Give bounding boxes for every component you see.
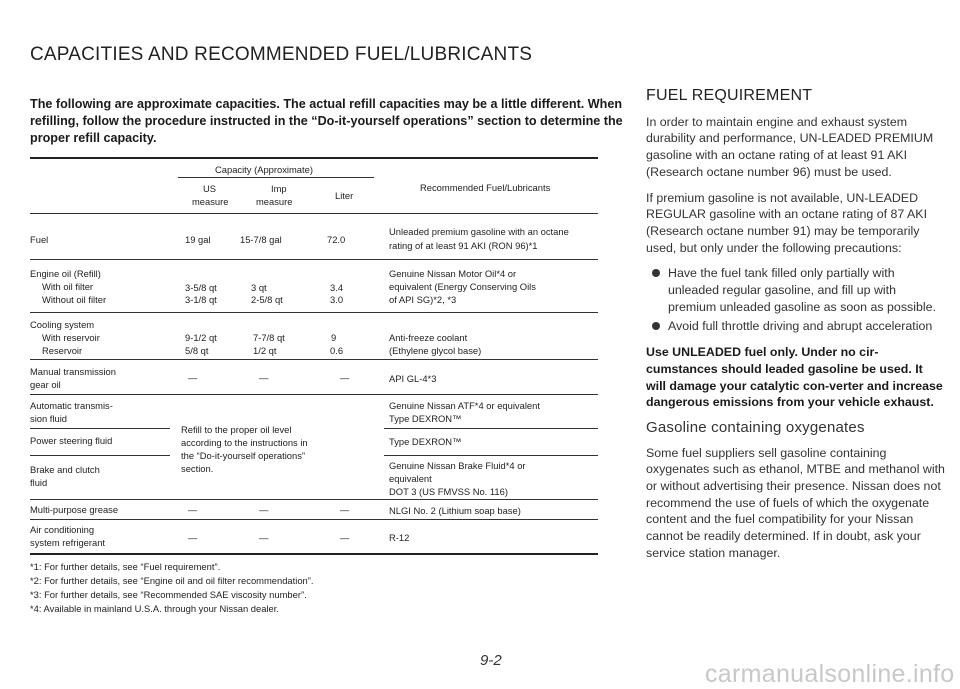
aircon-imp: — [259,532,269,543]
list-item-text: Avoid full throttle driving and abrupt acceleration [668,319,933,334]
col-imp-header: Imp [271,183,287,194]
table-bottom-rule [30,553,598,555]
row-label-fuel: Fuel [30,234,49,245]
precaution-list [646,265,946,335]
page-title: CAPACITIES AND RECOMMENDED FUEL/LUBRICANTS [30,44,533,65]
cooling-liter: 9 [331,332,337,343]
subsection-heading: Gasoline containing oxygenates [646,418,865,436]
row-label-multipurpose-grease: Multi-purpose grease [30,504,119,515]
engine-oil-imp: 3 qt [251,282,267,293]
engine-oil-us: 3-1/8 qt [185,294,217,305]
row-rule [30,359,598,360]
row-label-brake-clutch: Brake and clutch [30,464,100,475]
refill-note: according to the instructions in [181,437,308,448]
capacity-group-rule [178,177,374,178]
row-label-manual-transmission: gear oil [30,379,61,390]
row-label-without-oil-filter: Without oil filter [42,294,107,305]
col-imp-header: measure [256,196,293,207]
cooling-imp: 1/2 qt [253,345,277,356]
row-label-brake-clutch: fluid [30,477,48,488]
refill-note: section. [181,463,214,474]
header-bottom-rule [30,213,598,214]
row-rule [384,428,598,429]
fuel-imp: 15-7/8 gal [240,234,282,245]
intro-paragraph: The following are approximate capacities. The actual refill capacities may be a little different. When refilling, follow the procedure instructed in the “Do-it-yourself operations” section to determine the proper refill capacity. [30,97,623,145]
col-us-header: US [203,183,217,194]
row-label-with-reservoir: With reservoir [42,332,100,343]
row-label-automatic-transmission: Automatic transmis- [30,400,113,411]
multipurpose-imp: — [259,504,269,515]
aircon-liter: — [340,532,350,543]
table-top-rule [30,157,598,159]
paragraph: If premium gasoline is not available, UN-LEADED REGULAR gasoline with an octane rating of 87 AKI (Research octane number 91) may be temporarily used, but only under the following precautions: [646,190,928,255]
bullet-icon [652,269,660,277]
row-rule [30,519,598,520]
refill-note: Refill to the proper oil level [181,424,292,435]
row-label-power-steering: Power steering fluid [30,435,113,446]
footnote: *2: For further details, see “Engine oil and oil filter recommendation”. [30,575,314,586]
multipurpose-rec: NLGI No. 2 (Lithium soap base) [389,505,521,516]
fuel-liter: 72.0 [327,234,346,245]
row-label-manual-transmission: Manual transmission [30,366,116,377]
manual-trans-liter: — [340,372,350,383]
paragraph: In order to maintain engine and exhaust system durability and performance, UN-LEADED PREMIUM gasoline with an octane rating of at least 91 AKI (Research octane number 96) must be used. [646,114,934,179]
multipurpose-us: — [188,504,198,515]
engine-oil-rec: of API SG)*2, *3 [389,294,457,305]
row-label-air-conditioning: Air conditioning [30,524,95,535]
manual-trans-imp: — [259,372,269,383]
manual-trans-rec: API GL-4*3 [389,373,437,384]
cooling-liter: 0.6 [330,345,344,356]
row-rule [384,455,598,456]
row-rule [30,455,170,456]
section-heading: FUEL REQUIREMENT [646,87,813,104]
engine-oil-liter: 3.4 [330,282,344,293]
fuel-requirement-section [646,88,946,571]
multipurpose-liter: — [340,504,350,515]
fuel-rec: Unleaded premium gasoline with an octane [389,226,569,237]
power-steering-rec: Type DEXRON™ [389,436,462,447]
refill-note: the “Do-it-yourself operations” [181,450,306,461]
watermark: carmanualsonline.info [705,660,955,688]
cooling-rec: (Ethylene glycol base) [389,345,482,356]
row-rule [30,259,598,260]
row-label-reservoir: Reservoir [42,345,83,356]
list-item [646,265,946,315]
list-item [646,318,946,335]
row-label-cooling-system: Cooling system [30,319,95,330]
row-label-engine-oil: Engine oil (Refill) [30,268,101,279]
auto-trans-rec: Genuine Nissan ATF*4 or equivalent [389,400,540,411]
engine-oil-rec: Genuine Nissan Motor Oil*4 or [389,268,517,279]
engine-oil-us: 3-5/8 qt [185,282,217,293]
col-liter-header: Liter [335,190,354,201]
footnote: *1: For further details, see “Fuel requirement”. [30,561,221,572]
paragraph: Some fuel suppliers sell gasoline containing oxygenates such as ethanol, MTBE and methanol with or without advertising their presence. Nissan does not recommend the use of fuels of which the oxygenate content and the fuel compatibility for your Nissan cannot be readily determined. If in doubt, ask your service station manager. [646,445,945,560]
brake-clutch-rec: DOT 3 (US FMVSS No. 116) [389,486,508,497]
col-us-header: measure [192,196,229,207]
brake-clutch-rec: equivalent [389,473,432,484]
footnote: *4: Available in mainland U.S.A. through your Nissan dealer. [30,603,279,614]
cooling-us: 5/8 qt [185,345,209,356]
engine-oil-liter: 3.0 [330,294,344,305]
fuel-us: 19 gal [185,234,211,245]
page-number: 9-2 [480,652,502,669]
aircon-rec: R-12 [389,532,410,543]
warning-text: Use UNLEADED fuel only. Under no cir-cumstances should leaded gasoline be used. It will damage your catalytic con-verter and increase dangerous emissions from your vehicle exhaust. [646,345,943,410]
row-rule [30,394,598,395]
cooling-us: 9-1/2 qt [185,332,217,343]
list-item-text: Have the fuel tank filled only partially with unleaded regular gasoline, and fill up with premium unleaded gasoline as soon as possible. [668,266,936,314]
col-recommended-header: Recommended Fuel/Lubricants [420,182,551,193]
footnote: *3: For further details, see “Recommended SAE viscosity number”. [30,589,307,600]
row-label-automatic-transmission: sion fluid [30,413,68,424]
row-label-air-conditioning: system refrigerant [30,537,106,548]
aircon-us: — [188,532,198,543]
row-rule [30,428,170,429]
brake-clutch-rec: Genuine Nissan Brake Fluid*4 or [389,460,526,471]
manual-trans-us: — [188,372,198,383]
bullet-icon [652,322,660,330]
fuel-rec: rating of at least 91 AKI (RON 96)*1 [389,240,538,251]
row-label-with-oil-filter: With oil filter [42,281,94,292]
auto-trans-rec: Type DEXRON™ [389,413,462,424]
row-rule [30,499,598,500]
cooling-rec: Anti-freeze coolant [389,332,468,343]
row-rule [30,312,598,313]
cooling-imp: 7-7/8 qt [253,332,285,343]
capacity-header: Capacity (Approximate) [215,164,313,175]
engine-oil-rec: equivalent (Energy Conserving Oils [389,281,536,292]
engine-oil-imp: 2-5/8 qt [251,294,283,305]
